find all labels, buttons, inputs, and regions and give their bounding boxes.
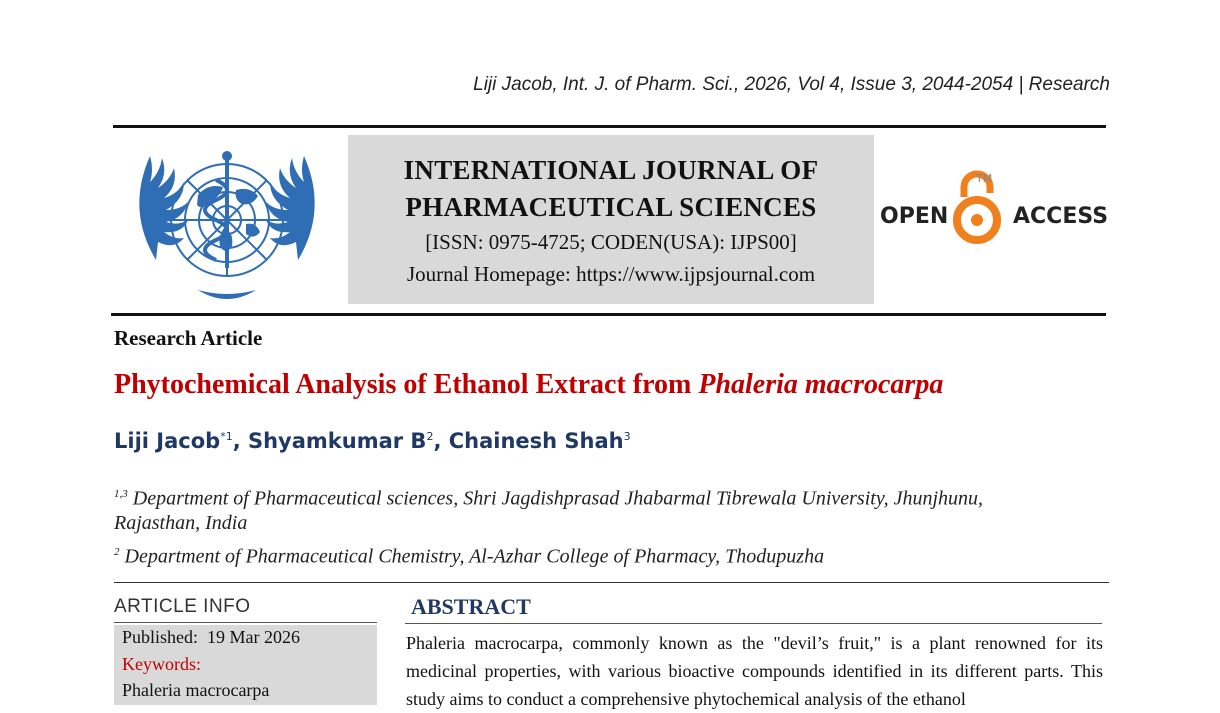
journal-title-line2: PHARMACEUTICAL SCIENCES <box>405 192 817 222</box>
author-name[interactable]: Liji Jacob <box>114 429 221 453</box>
abstract-text: Phaleria macrocarpa, commonly known as the "devil’s fruit," is a plant renowned for its medicinal properties, with various bioactive compounds identified in its different parts. This study aims to conduct a comprehensive phytochemical analysis of the ethanol <box>406 633 1103 709</box>
running-header: Liji Jacob, Int. J. of Pharm. Sci., 2026, Vol 4, Issue 3, 2044-2054 | Research <box>473 74 1110 95</box>
journal-title <box>348 152 874 226</box>
affiliation-text: Department of Pharmaceutical sciences, Shri Jagdishprasad Jhabarmal Tibrewala University, Jhunjhunu, <box>132 487 984 510</box>
author-name[interactable]: Shyamkumar B <box>247 429 427 453</box>
affiliation-1-continued: Rajasthan, India <box>114 512 248 534</box>
author-list <box>114 429 631 453</box>
open-access-word2: ACCESS <box>1013 204 1109 229</box>
journal-homepage[interactable]: Journal Homepage: https://www.ijpsjournal.com <box>406 262 816 286</box>
journal-title-line1: INTERNATIONAL JOURNAL OF <box>403 155 819 185</box>
journal-issn: [ISSN: 0975-4725; CODEN(USA): IJPS00] <box>425 230 797 254</box>
author-name[interactable]: Chainesh Shah <box>448 429 624 453</box>
open-access-logo <box>880 165 1110 255</box>
article-type: Research Article <box>114 326 263 350</box>
masthead-bottom-rule <box>111 313 1106 316</box>
published-line <box>122 627 300 648</box>
author-separator: , <box>232 429 248 453</box>
published-date: 19 Mar 2026 <box>207 627 301 647</box>
top-rule <box>113 125 1106 128</box>
affiliation-2 <box>114 538 824 572</box>
author-separator: , <box>433 429 449 453</box>
affiliation-text: Department of Pharmaceutical Chemistry, Al-Azhar College of Pharmacy, Thodupuzha <box>124 545 825 568</box>
open-access-word1: OPEN <box>880 204 949 229</box>
author-mark: *1 <box>220 430 233 443</box>
published-label: Published: <box>122 627 199 647</box>
abstract-heading: ABSTRACT <box>411 594 531 619</box>
article-info-heading: ARTICLE INFO <box>114 596 251 617</box>
globe-caduceus-emblem-icon <box>128 140 326 306</box>
article-info-rule <box>114 622 377 623</box>
article-title <box>114 369 943 401</box>
abstract-rule <box>405 623 1102 624</box>
affiliation-mark: 2 <box>114 546 120 558</box>
article-title-plain: Phytochemical Analysis of Ethanol Extract from <box>114 369 699 400</box>
affiliation-mark: 1,3 <box>114 488 128 500</box>
journal-masthead <box>348 135 874 304</box>
author-mark: 2 <box>426 430 434 443</box>
keyword-item[interactable]: Phaleria macrocarpa <box>122 680 270 700</box>
author-mark: 3 <box>623 430 631 443</box>
article-title-species: Phaleria macrocarpa <box>698 369 944 400</box>
keywords-label: Keywords: <box>122 654 201 674</box>
open-access-tm: TM <box>976 172 993 185</box>
section-divider <box>114 582 1109 583</box>
